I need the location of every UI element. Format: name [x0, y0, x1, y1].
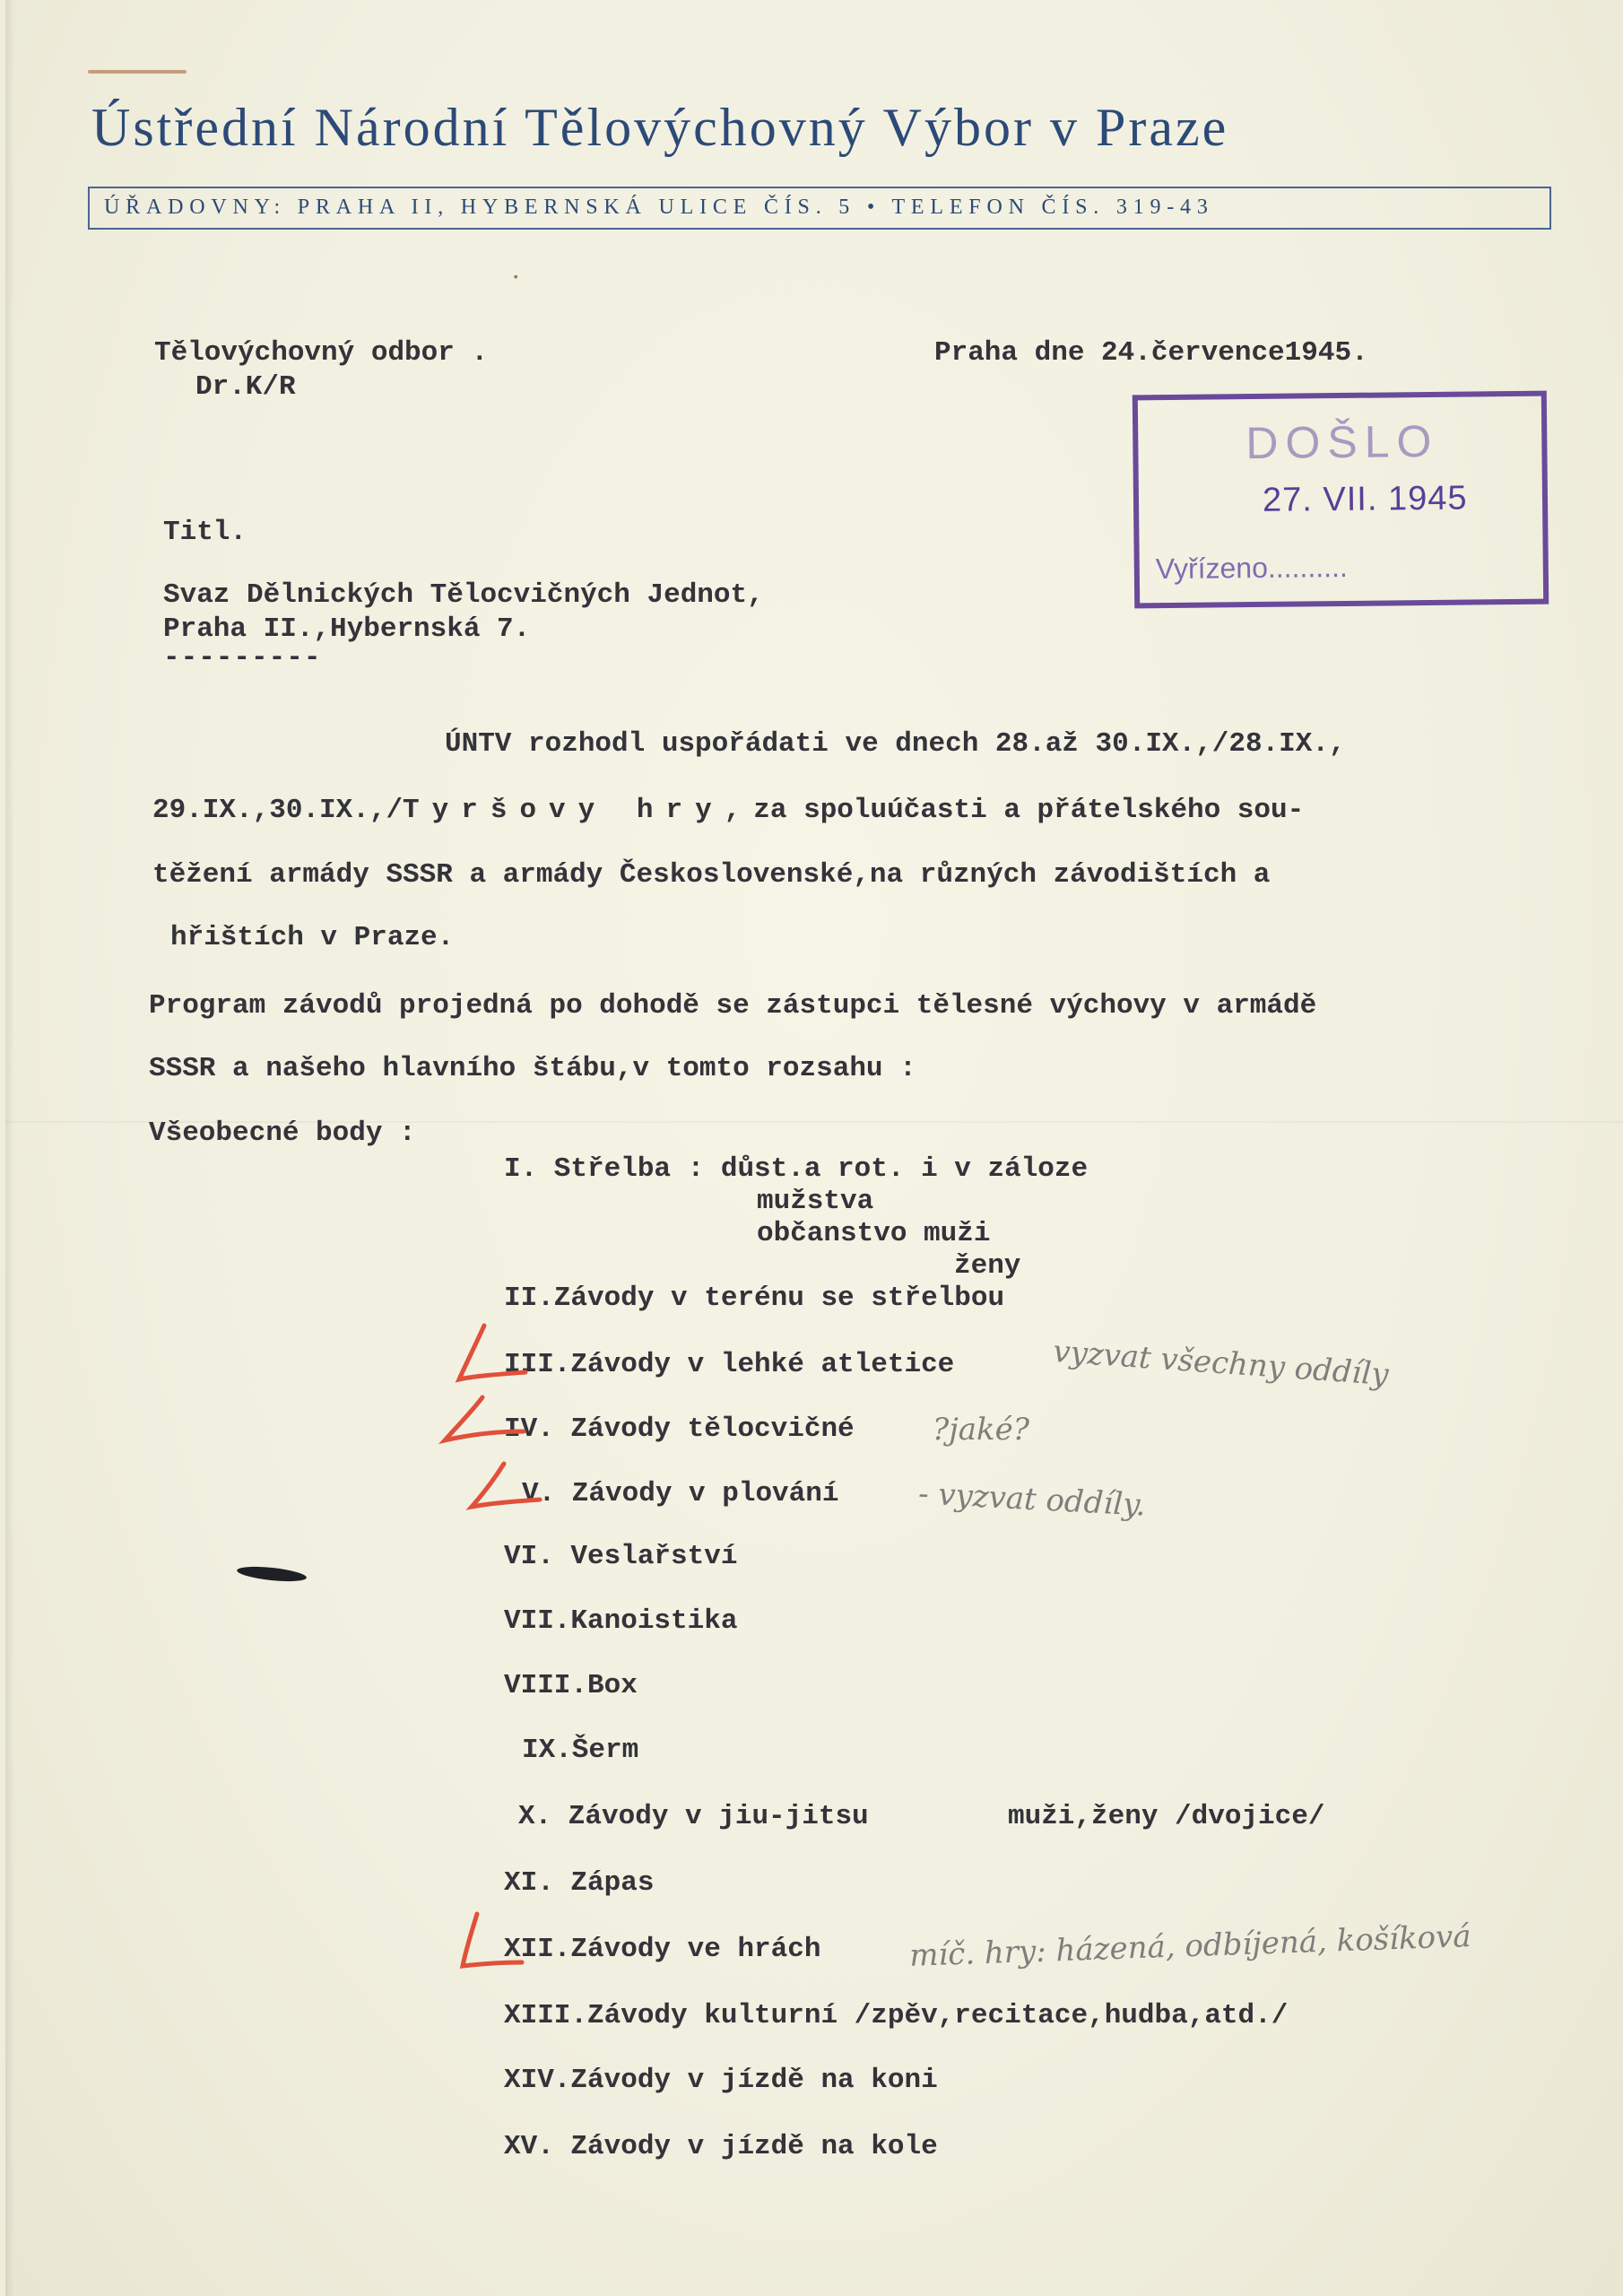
received-stamp [1133, 391, 1549, 609]
program-item-14: XIV.Závody v jízdě na koni [504, 2065, 938, 2096]
body-line-2 [152, 795, 1304, 826]
program-item-2: II.Závody v terénu se střelbou [504, 1283, 1005, 1314]
body-line-2-dates: 29.IX.,30.IX.,/ [152, 795, 404, 826]
program-item-9: IX.Šerm [522, 1735, 639, 1766]
recipient-address: Praha II.,Hybernská 7. [163, 613, 531, 645]
stamp-title: DOŠLO [1245, 415, 1439, 469]
date-line: Praha dne 24.července1945. [934, 337, 1368, 369]
program-item-12: XII.Závody ve hrách [504, 1934, 821, 1965]
program-item-6: VI. Veslařství [504, 1541, 738, 1572]
general-points-heading: Všeobecné body : [149, 1118, 416, 1149]
handwritten-note-athletics: vyzvat všechny oddíly [1052, 1333, 1390, 1394]
program-item-15: XV. Závody v jízdě na kole [504, 2131, 938, 2162]
program-item-1-sub-3: ženy [954, 1250, 1021, 1282]
ink-blot [236, 1564, 307, 1584]
program-item-13: XIII.Závody kulturní /zpěv,recitace,hudba,atd./ [504, 2000, 1289, 2031]
program-item-1: I. Střelba : důst.a rot. i v záloze [504, 1153, 1089, 1185]
program-item-11: XI. Zápas [504, 1867, 655, 1899]
program-item-4: IV. Závody tělocvičné [504, 1413, 855, 1445]
program-item-5: V. Závody v plování [522, 1478, 839, 1509]
letter-page [5, 0, 1623, 2296]
program-item-1-sub-1: mužstva [757, 1186, 874, 1217]
program-item-8: VIII.Box [504, 1670, 638, 1701]
body-line-5: Program závodů projedná po dohodě se zástupci tělesné výchovy v armádě [149, 990, 1317, 1022]
department-line: Tělovýchovný odbor . [154, 337, 489, 369]
body-line-2-rest: za spoluúčasti a přátelského sou- [753, 795, 1305, 826]
body-line-4: hřištích v Praze. [170, 922, 455, 953]
program-item-10-note: muži,ženy /dvojice/ [1008, 1801, 1325, 1832]
body-line-2-event: Tyršovy hry, [403, 795, 754, 826]
letterhead-address: ÚŘADOVNY: PRAHA II, HYBERNSKÁ ULICE ČÍS. 5 • TELEFON ČÍS. 319-43 [104, 196, 1214, 219]
stamp-handled: Vyřízeno.......... [1155, 550, 1348, 586]
red-check-mark-swimming [463, 1458, 543, 1521]
red-check-mark-gymnastics [438, 1392, 527, 1455]
program-item-10: X. Závody v jiu-jitsu [518, 1801, 869, 1832]
letterhead-title: Ústřední Národní Tělovýchovný Výbor v Praze [91, 98, 1229, 157]
recipient-underline: --------- [163, 642, 322, 674]
program-item-7: VII.Kanoistika [504, 1605, 738, 1637]
staple-mark [88, 70, 187, 74]
program-item-3: III.Závody v lehké atletice [504, 1349, 955, 1380]
paper-speck: • [512, 271, 520, 285]
red-check-mark-games [454, 1907, 525, 1979]
program-item-1-sub-2: občanstvo muži [757, 1218, 991, 1249]
red-check-mark-athletics [448, 1318, 529, 1390]
body-line-1: ÚNTV rozhodl uspořádati ve dnech 28.až 30.IX.,/28.IX., [445, 728, 1346, 760]
recipient-name: Svaz Dělnických Tělocvičných Jednot, [163, 579, 764, 611]
paper-edge-shadow [5, 0, 14, 2296]
handwritten-note-swimming: - vyzvat oddíly. [917, 1475, 1147, 1524]
stamp-date: 27. VII. 1945 [1262, 479, 1468, 519]
reference-code: Dr.K/R [195, 371, 296, 403]
handwritten-note-gymnastics: ?jaké? [933, 1412, 1029, 1448]
salutation: Titl. [163, 517, 247, 548]
body-line-6: SSSR a našeho hlavního štábu,v tomto rozsahu : [149, 1053, 916, 1084]
body-line-3: těžení armády SSSR a armády Československé,na různých závodištích a [152, 859, 1271, 891]
handwritten-note-games: míč. hry: házená, odbíjená, košíková [908, 1918, 1472, 1974]
